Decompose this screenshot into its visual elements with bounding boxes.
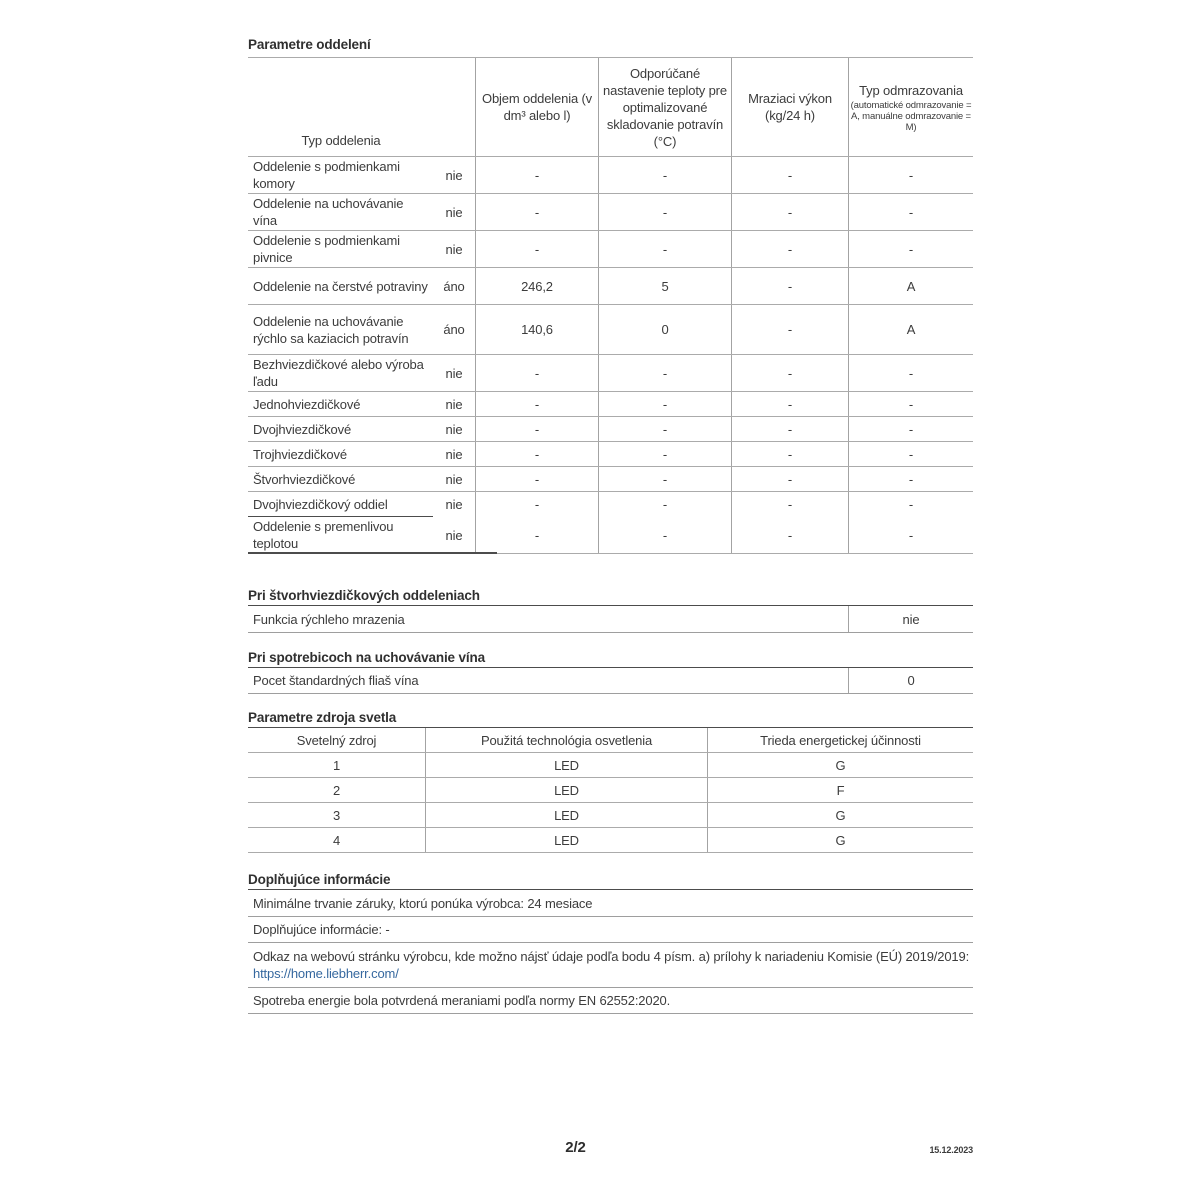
row-volume: - [475,492,598,517]
compartments-section-title: Parametre oddelení [248,36,973,58]
row-present: nie [445,421,463,437]
four-star-section-title: Pri štvorhviezdičkových oddeleniach [248,588,973,606]
row-temperature: - [598,492,731,517]
row-freezing: - [731,194,848,230]
light-row [248,828,973,853]
row-temperature: - [598,517,731,553]
column-header-freezing: Mraziaci výkon (kg/24 h) [731,58,848,156]
weblink-text: Odkaz na webovú stránku výrobcu, kde možno nájsť údaje podľa bodu 4 písm. a) prílohy k nariadeniu Komisie (EÚ) 2019/2019: [253,949,970,964]
row-label: Oddelenie na čerstvé potraviny [253,278,428,294]
row-volume: - [475,517,598,553]
row-temperature: 5 [598,268,731,304]
light-energy-class: F [707,778,973,802]
row-defrost: - [848,417,973,441]
light-row [248,803,973,828]
manufacturer-website-link[interactable]: https://home.liebherr.com/ [253,966,399,981]
light-technology: LED [425,828,707,852]
row-freezing: - [731,157,848,193]
row-defrost: - [848,231,973,267]
row-label: Oddelenie na uchovávanie vína [253,196,404,228]
row-temperature: - [598,355,731,391]
table-row [248,355,973,392]
wine-row-label: Pocet štandardných fliaš vína [253,673,419,688]
wine-row [248,668,973,694]
wine-row-value: 0 [848,668,973,693]
row-volume: - [475,417,598,441]
table-row [248,157,973,194]
row-defrost: A [848,305,973,354]
row-temperature: - [598,442,731,466]
row-present: nie [445,365,463,381]
row-present: áno [443,278,465,294]
row-freezing: - [731,392,848,416]
row-freezing: - [731,355,848,391]
row-volume: - [475,392,598,416]
row-present: nie [445,167,463,183]
table-row [248,417,973,442]
row-temperature: - [598,194,731,230]
row-volume: - [475,355,598,391]
row-defrost: - [848,517,973,553]
light-column-class: Trieda energetickej účinnosti [707,728,973,752]
info-row-warranty: Minimálne trvanie záruky, ktorú ponúka výrobca: 24 mesiace [248,890,973,917]
row-temperature: - [598,231,731,267]
table-row [248,392,973,417]
light-section-title: Parametre zdroja svetla [248,710,973,728]
defrost-header-note: (automatické odmrazovanie = A, manuálne odmrazovanie = M) [850,99,972,133]
row-volume: 140,6 [475,305,598,354]
row-freezing: - [731,231,848,267]
table-row [248,442,973,467]
row-label: Štvorhviezdičkové [253,471,356,487]
light-energy-class: G [707,828,973,852]
info-row-additional: Doplňujúce informácie: - [248,917,973,943]
row-defrost: - [848,442,973,466]
light-row [248,753,973,778]
row-defrost: - [848,157,973,193]
light-source-number: 4 [332,832,341,848]
row-label: Trojhviezdičkové [253,446,347,462]
row-freezing: - [731,305,848,354]
table-row [248,268,973,305]
info-row-weblink [248,943,973,988]
row-label: Oddelenie s podmienkami komory [253,159,400,191]
light-source-number: 3 [332,807,341,823]
page-content [248,36,973,1014]
row-label: Bezhviezdičkové alebo výroba ľadu [253,357,424,389]
row-defrost: - [848,194,973,230]
page-number: 2/2 [565,1139,586,1156]
row-defrost: A [848,268,973,304]
row-defrost: - [848,355,973,391]
row-label: Dvojhviezdičkové [253,421,352,437]
row-label: Jednohviezdičkové [253,396,361,412]
info-row-standard: Spotreba energie bola potvrdená meraniami podľa normy EN 62552:2020. [248,988,973,1014]
row-temperature: 0 [598,305,731,354]
row-freezing: - [731,417,848,441]
light-row [248,778,973,803]
row-label: Oddelenie s podmienkami pivnice [253,233,400,265]
table-row [248,492,973,517]
light-source-number: 2 [332,782,341,798]
row-freezing: - [731,492,848,517]
four-star-row-value: nie [848,606,973,632]
column-header-type: Typ oddelenia [301,133,381,148]
row-volume: 246,2 [475,268,598,304]
row-freezing: - [731,467,848,491]
light-technology: LED [425,778,707,802]
table-row [248,231,973,268]
row-present: nie [445,204,463,220]
light-source-number: 1 [332,757,341,773]
wine-section-title: Pri spotrebicoch na uchovávanie vína [248,650,973,668]
row-freezing: - [731,442,848,466]
info-section-title: Doplňujúce informácie [248,872,973,890]
compartments-header-row [248,58,973,157]
light-column-technology: Použitá technológia osvetlenia [425,728,707,752]
table-row [248,305,973,355]
footer-date: 15.12.2023 [929,1145,973,1155]
light-energy-class: G [707,753,973,777]
light-table [248,728,973,853]
row-present: nie [445,497,463,512]
row-present: nie [445,471,463,487]
light-technology: LED [425,803,707,827]
compartments-table [248,58,973,554]
row-defrost: - [848,467,973,491]
row-label: Oddelenie s premenlivou teplotou [253,519,394,551]
light-header-row [248,728,973,753]
row-temperature: - [598,392,731,416]
table-row [248,194,973,231]
row-freezing: - [731,268,848,304]
row-present: áno [443,322,465,337]
four-star-row [248,606,973,633]
row-temperature: - [598,467,731,491]
row-defrost: - [848,392,973,416]
row-freezing: - [731,517,848,553]
table-row [248,467,973,492]
row-label: Dvojhviezdičkový oddiel [253,497,388,512]
column-header-defrost [848,58,973,156]
row-defrost: - [848,492,973,517]
light-energy-class: G [707,803,973,827]
four-star-row-label: Funkcia rýchleho mrazenia [253,611,405,627]
light-technology: LED [425,753,707,777]
table-bottom-dark-rule [248,552,497,554]
light-column-source: Svetelný zdroj [296,732,377,748]
row-volume: - [475,194,598,230]
row-present: nie [445,446,463,462]
row-volume: - [475,442,598,466]
table-row [248,517,973,554]
row-present: nie [445,241,463,257]
column-header-volume: Objem oddelenia (v dm³ alebo l) [475,58,598,156]
row-temperature: - [598,417,731,441]
row-label: Oddelenie na uchovávanie rýchlo sa kaziacich potravín [253,313,409,346]
row-volume: - [475,231,598,267]
defrost-header-main: Typ odmrazovania [859,82,963,98]
row-volume: - [475,467,598,491]
row-volume: - [475,157,598,193]
column-header-temperature: Odporúčané nastavenie teploty pre optimalizované skladovanie potravín (°C) [598,58,731,156]
row-temperature: - [598,157,731,193]
row-present: nie [445,396,463,412]
row-present: nie [445,527,463,543]
